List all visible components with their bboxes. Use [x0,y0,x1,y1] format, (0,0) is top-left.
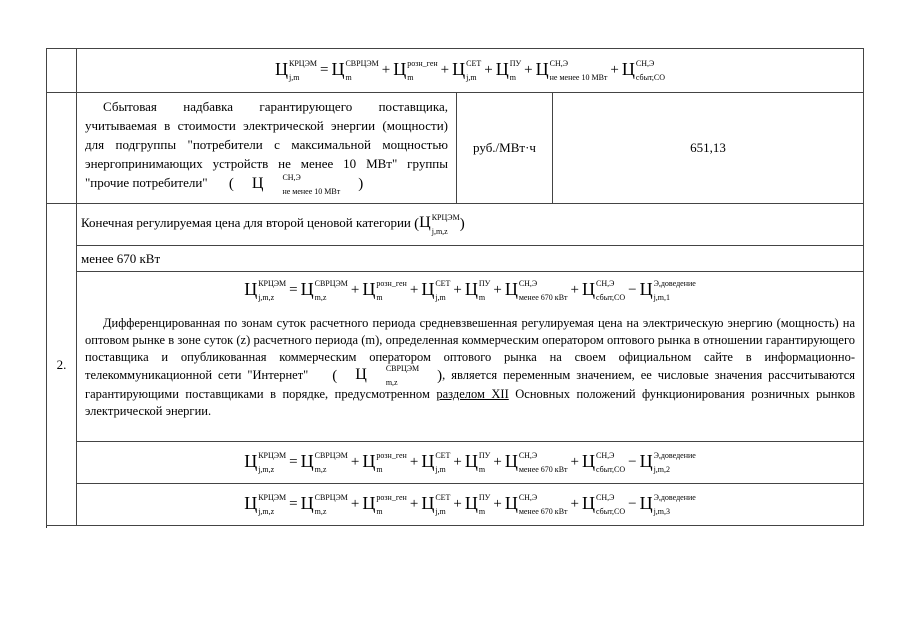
formula-term: Ц СН,Э менее 670 кВт [504,279,568,303]
section2-title-cell [77,204,864,246]
row-number-cell [47,49,77,93]
formula-term: Ц СН,Э сбыт,СО [582,450,626,475]
formula-term: Ц СЕТ j,m [421,492,451,517]
formula-term: Ц СН,Э менее 670 кВт [504,450,568,475]
formula-term: Ц СВРЦЭМ m,z [300,279,348,303]
section2-title-formula: ( Ц КРЦЭМ j,m,z ) [414,212,465,236]
operator: + [524,62,533,78]
subheading: менее 670 кВт [77,246,864,272]
equals-sign: = [289,282,298,299]
section-number: 2. [47,204,77,526]
operator: + [350,496,360,512]
equals-sign: = [289,496,298,512]
markup-inline-formula: ( Ц СН,Э не менее 10 МВт ) [228,172,364,196]
row-formula-3 [47,484,864,526]
operator: + [493,496,502,512]
formula-2 [81,452,859,473]
formula-term: Ц розн_ген m [362,450,407,475]
operator: + [484,62,493,78]
operator: + [493,282,502,299]
formula-term: Ц ПУ m [464,450,491,475]
formula-cell [77,49,864,93]
formula-term: Ц СН,Э сбыт,СО [582,279,626,303]
operator: − [628,454,637,470]
row-sales-markup [47,93,864,204]
formula-term: Ц КРЦЭМ j,m,z [244,279,287,303]
formula-term: Ц СН,Э сбыт,СО [621,58,665,83]
formula-term: Ц СН,Э менее 670 кВт [504,492,568,517]
markup-value: 651,13 [553,93,864,204]
markup-description [77,93,457,204]
formula-term: Ц СВРЦЭМ m [331,58,379,83]
operator: + [570,282,579,299]
operator: − [628,282,637,299]
formula-term: Ц розн_ген m [362,279,407,303]
formula-term: Ц КРЦЭМ j,m,z [244,492,287,517]
formula-term: Ц СЕТ j,m [452,58,482,83]
formula-term: Ц СЕТ j,m [421,450,451,475]
markup-text: Сбытовая надбавка гарантирующего поставщика, учитываемая в стоимости электрической энергии (мощности) для подгруппы "потребители с максимальной мощностью энергопринимающих устройств не менее 10 МВт" группы "прочие потребители" [85,99,448,191]
row-formula-top [47,49,864,93]
formula-term: Ц СВРЦЭМ m,z [300,450,348,475]
formula-term: Ц ПУ m [495,58,522,83]
formula-1 [81,280,859,301]
formula-term: Ц КРЦЭМ j,m,z [244,450,287,475]
row-formula-2 [47,442,864,484]
operator: + [453,282,462,299]
equals-sign: = [289,454,298,470]
operator: + [570,496,579,512]
operator: + [409,496,419,512]
operator: + [409,282,419,299]
operator: + [350,454,360,470]
formula-1-cell [77,272,864,442]
operator: + [453,454,462,470]
operator: + [350,282,360,299]
formula-term: Ц Э,доведение j,m,3 [639,492,696,517]
formula-term: Ц розн_ген m [362,492,407,517]
formula-term: Ц СВРЦЭМ m,z [300,492,348,517]
operator: + [381,62,391,78]
section2-title: Конечная регулируемая цена для второй ценовой категории [81,215,411,231]
formula-term: Ц ПУ m [464,279,491,303]
tariff-table [46,48,864,526]
operator: + [440,62,450,78]
row-section2-title [47,204,864,246]
formula-term: Ц СН,Э не менее 10 МВт [535,58,608,83]
formula-term: Ц СЕТ j,m [421,279,451,303]
operator: + [409,454,419,470]
operator: + [453,496,462,512]
definition-paragraph: Дифференцированная по зонам суток расчетного периода средневзвешенная регулируемая цена на электрическую энергию (мощность) на оптовом рынке в зоне суток (z) расчетного периода (m), определенная коммерческим оператором оптового рынка в отношении гарантирующего поставщика и опубликованная коммерческим оператором оптового рынка на своем официальном сайте в информационно-телекоммуникационной сети "Интернет" ( Ц СВРЦЭМ m,z ) , является переменным значением, ее числовые значения рассчитываются гарантирующими поставщиками в порядке, предусмотренном разделом XII Основных положений функционирования розничных рынков электрической энергии. [85,316,856,419]
formula-top [81,60,859,81]
operator: + [610,62,619,78]
operator: + [570,454,579,470]
equals-sign: = [319,62,329,78]
formula-term: Ц Э,доведение j,m,1 [639,279,696,303]
row-formula-1 [47,272,864,442]
formula-term: Ц ПУ m [464,492,491,517]
paragraph-inline-formula: ( Ц СВРЦЭМ m,z ) [332,364,443,388]
formula-term: Ц СН,Э сбыт,СО [582,492,626,517]
formula-3 [81,494,859,515]
row-subheading [47,246,864,272]
formula-term: Ц Э,доведение j,m,2 [639,450,696,475]
markup-unit: руб./МВт·ч [457,93,553,204]
formula-term: Ц КРЦЭМ j,m [275,58,317,83]
operator: − [628,496,637,512]
formula-2-cell [77,442,864,484]
formula-3-cell [77,484,864,526]
section-xii-link[interactable]: разделом XII [436,387,509,402]
formula-term: Ц розн_ген m [393,58,438,83]
operator: + [493,454,502,470]
